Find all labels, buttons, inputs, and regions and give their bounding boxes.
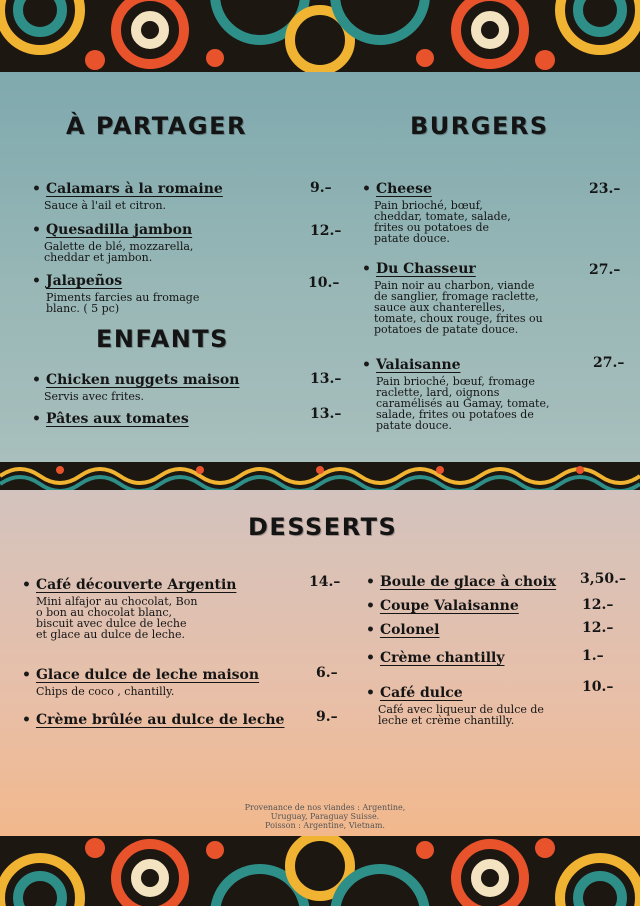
item-price: 12.– [310, 223, 342, 239]
bottom-menu-panel [0, 490, 640, 836]
item-desc: cheddar, tomate, salade, [374, 210, 511, 223]
menu-item: • Glace dulce de leche maison Chips de coco , chantilly. [22, 667, 260, 698]
item-desc: cheddar et jambon. [44, 251, 153, 264]
item-desc: potatoes de patate douce. [374, 323, 519, 336]
section-heading-partager: À PARTAGER [66, 112, 247, 140]
section-heading-desserts: DESSERTS [248, 513, 398, 541]
item-name: Coupe Valaisanne [379, 598, 519, 614]
item-desc: Chips de coco , chantilly. [36, 685, 175, 698]
item-desc: patate douce. [376, 419, 452, 432]
item-price: 10.– [582, 679, 614, 695]
item-desc: Mini alfajor au chocolat, Bon [36, 595, 198, 608]
item-desc: de sanglier, fromage raclette, [374, 290, 539, 303]
item-price: 6.– [316, 665, 338, 681]
item-price: 10.– [308, 275, 340, 291]
menu-item: • Coupe Valaisanne [366, 598, 519, 614]
item-desc: Café avec liqueur de dulce de [378, 703, 544, 716]
menu-item: • Quesadilla jambon Galette de blé, mozzarella, cheddar et jambon. [32, 222, 194, 264]
menu-item: • Crème chantilly [366, 650, 505, 666]
item-price: 1.– [582, 648, 604, 664]
item-name: Colonel [379, 622, 440, 638]
item-desc: patate douce. [374, 232, 450, 245]
menu-item: • Crème brûlée au dulce de leche [22, 712, 285, 728]
item-desc: Sauce à l'ail et citron. [44, 199, 167, 212]
menu-item: • Valaisanne Pain brioché, bœuf, fromage raclette, lard, oignons caramélisés au Gamay, tomate, salade, frites ou potatoes de patate douce. [362, 357, 550, 432]
item-name: Cheese [375, 181, 432, 197]
item-desc: caramélisés au Gamay, tomate, [376, 397, 550, 410]
item-desc: Pain brioché, bœuf, fromage [376, 375, 535, 388]
item-price: 12.– [582, 597, 614, 613]
item-price: 9.– [310, 180, 332, 196]
item-name: Crème brûlée au dulce de leche [35, 712, 285, 728]
section-heading-burgers: BURGERS [410, 112, 549, 140]
decorative-pattern-top [0, 0, 640, 72]
item-name: Du Chasseur [375, 261, 476, 277]
menu-item: • Calamars à la romaine Sauce à l'ail et citron. [32, 181, 223, 212]
menu-item: • Pâtes aux tomates [32, 411, 189, 427]
meat-origin-note [200, 803, 450, 830]
item-desc: frites ou potatoes de [374, 221, 490, 234]
menu-item: • Boule de glace à choix [366, 574, 557, 590]
item-name: Café dulce [379, 685, 463, 701]
decorative-pattern-bottom [0, 836, 640, 906]
item-price: 3,50.– [580, 571, 626, 587]
item-desc: o bon au chocolat blanc, [36, 606, 173, 619]
item-desc: raclette, lard, oignons [376, 386, 500, 399]
footer-line: Uruguay, Paraguay Suisse. [270, 812, 380, 821]
menu-item: • Café découverte Argentin Mini alfajor au chocolat, Bon o bon au chocolat blanc, biscuit avec dulce de leche et glace au dulce de leche. [22, 577, 237, 641]
item-name: Pâtes aux tomates [45, 411, 189, 427]
item-name: Valaisanne [375, 357, 461, 373]
item-price: 23.– [589, 181, 621, 197]
item-name: Boule de glace à choix [379, 574, 557, 590]
item-price: 12.– [582, 620, 614, 636]
item-desc: et glace au dulce de leche. [36, 628, 185, 641]
item-name: Chicken nuggets maison [45, 372, 240, 388]
menu-item: • Colonel [366, 622, 440, 638]
item-name: Quesadilla jambon [45, 222, 193, 238]
item-name: Café découverte Argentin [35, 577, 237, 593]
item-desc: Servis avec frites. [44, 390, 145, 403]
item-price: 27.– [593, 355, 625, 371]
item-desc: biscuit avec dulce de leche [36, 617, 187, 630]
footer-line: Poisson : Argentine, Vietnam. [265, 821, 385, 830]
footer-line: Provenance de nos viandes : Argentine, [244, 803, 406, 812]
item-desc: leche et crème chantilly. [378, 714, 515, 727]
item-desc: Galette de blé, mozzarella, [44, 240, 194, 253]
menu-item: • Chicken nuggets maison Servis avec frites. [32, 372, 240, 403]
item-name: Glace dulce de leche maison [35, 667, 260, 683]
item-price: 14.– [309, 574, 341, 590]
item-price: 9.– [316, 709, 338, 725]
item-desc: blanc. ( 5 pc) [46, 302, 120, 315]
menu-item: • Café dulce Café avec liqueur de dulce de leche et crème chantilly. [366, 685, 544, 727]
item-desc: Piments farcies au fromage [46, 291, 200, 304]
item-name: Jalapeños [45, 273, 123, 289]
item-price: 13.– [310, 406, 342, 422]
item-desc: tomate, choux rouge, frites ou [374, 312, 543, 325]
item-price: 27.– [589, 262, 621, 278]
item-desc: Pain noir au charbon, viande [374, 279, 535, 292]
item-price: 13.– [310, 371, 342, 387]
item-desc: Pain brioché, bœuf, [374, 199, 483, 212]
item-desc: sauce aux chanterelles, [374, 301, 506, 314]
item-name: Calamars à la romaine [45, 181, 223, 197]
item-name: Crème chantilly [379, 650, 505, 666]
decorative-pattern-divider [0, 462, 640, 490]
menu-item: • Cheese Pain brioché, bœuf, cheddar, tomate, salade, frites ou potatoes de patate douce. [362, 181, 511, 245]
menu-item: • Jalapeños Piments farcies au fromage blanc. ( 5 pc) [32, 273, 200, 315]
section-heading-enfants: ENFANTS [96, 325, 229, 353]
item-desc: salade, frites ou potatoes de [376, 408, 534, 421]
menu-item: • Du Chasseur Pain noir au charbon, viande de sanglier, fromage raclette, sauce aux chanterelles, tomate, choux rouge, frites ou potatoes de patate douce. [362, 261, 543, 336]
